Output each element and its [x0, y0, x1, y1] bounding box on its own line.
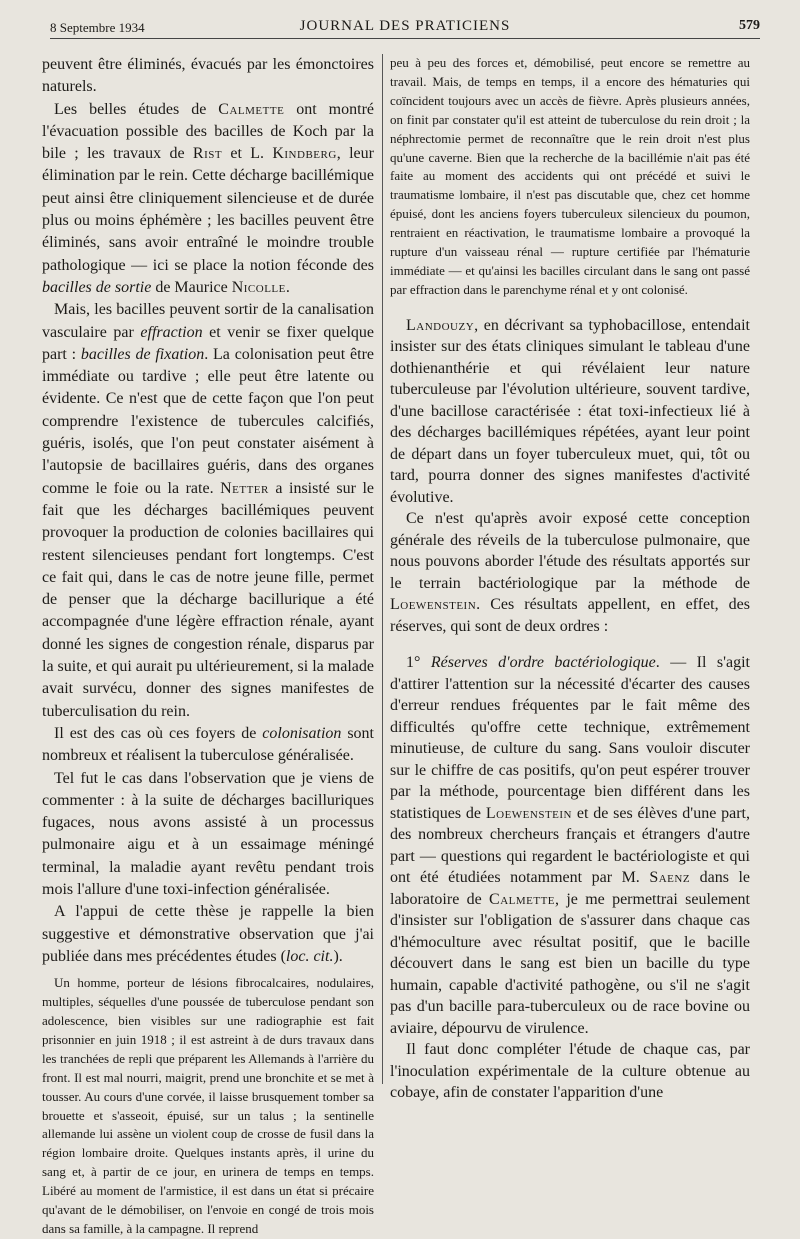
right-paragraph-5: Il faut donc compléter l'étude de chaque cas, par l'inoculation expérimentale de la culture obtenue au cobaye, afin de constater l'apparition d'une	[390, 1041, 750, 1102]
author-landouzy: Landouzy	[406, 316, 475, 334]
journal-title: JOURNAL DES PRATICIENS	[299, 18, 511, 34]
author-saenz: Saenz	[649, 869, 691, 887]
right-column	[390, 54, 750, 1104]
right-paragraph-3: Ce n'est qu'après avoir exposé cette conception générale des réveils de la tuberculose pulmonaire, que nous pouvons aborder l'étude des résultats apportés sur le terrain bactériologique par la méthode de Loewenstein. Ces résultats appellent, en effet, des réserves, qui sont de deux ordres :	[390, 510, 750, 635]
column-divider	[382, 54, 383, 1084]
header-date: 8 Septembre 1934	[50, 20, 145, 35]
right-paragraph-2: Landouzy, en décrivant sa typhobacillose, entendait insister sur des états cliniques simulant le tableau d'une dothienanthérie et qui révélaient leur nature tuberculeuse par l'évolution ultérieure, souvent tardive, d'une bacillose caractérisée : état toxi-infectieux lié à des décharges bacillémiques répétées, ayant leur point de départ dans un foyer tuberculeux muet, qui, tôt ou tard, pourra donner des signes manifestes d'activité évolutive.	[390, 316, 750, 506]
left-paragraph-4: Il est des cas où ces foyers de colonisation sont nombreux et réalisent la tuberculose généralisée.	[42, 724, 374, 765]
section-heading: Réserves d'ordre bactériologique	[430, 654, 656, 672]
case-observation-paragraph: Un homme, porteur de lésions fibrocalcaires, nodulaires, multiples, séquelles d'une poussée de tuberculose pendant son adolescence, bien visibles sur une radiographie est fait prisonnier en juin 1918 ; il est astreint à de durs travaux dans les tranchées de repli que préparent les Allemands à l'arrière du front. Il est mal nourri, maigrit, prend une bronchite et se met à tousser. Au cours d'une corvée, il laisse brusquement tomber sa brouette et s'asseoit, épuisé, sur un talus ; la sentinelle allemande lui assène un violent coup de crosse de fusil dans la région lombaire droite. Quelques instants après, il urine du sang et, à partir de ce jour, en urinera de temps en temps. Libéré au moment de l'armistice, il est dans un état si précaire qu'avant de le démobiliser, on l'envoie en congé de trois mois dans sa famille, à la campagne. Il reprend	[42, 975, 374, 1236]
left-paragraph-5: Tel fut le cas dans l'observation que je viens de commenter : à la suite de décharges bacilluriques fugaces, nous avons assisté à un processus pulmonaire aigu et à un essaimage méningé terminal, la maladie ayant revêtu pendant trois mois l'allure d'une toxi-infection généralisée.	[42, 769, 374, 898]
author-loewenstein: Loewenstein	[390, 596, 477, 614]
author-rist: Rist	[192, 145, 223, 163]
left-column	[42, 54, 374, 1239]
author-nicolle: Nicolle	[231, 278, 286, 296]
left-paragraph-2: Les belles études de Calmette ont montré l'évacuation possible des bacilles de Koch par la bile ; les travaux de Rist et L. Kindberg, leur élimination par le rein. Cette décharge bacillémique peut ainsi être cliniquement silencieuse et de durée plus ou moins éphémère ; les bacilles peuvent être éliminés, sans avoir entraîné le moindre trouble pathologique — ici se place la notion féconde des bacilles de sortie de Maurice Nicolle.	[42, 100, 375, 296]
left-paragraph-6: A l'appui de cette thèse je rappelle la bien suggestive et démonstrative observation que j'ai publiée dans mes précédentes études (loc. cit.).	[42, 903, 374, 965]
left-paragraph-3: Mais, les bacilles peuvent sortir de la canalisation vasculaire par effraction et venir se fixer quelque part : bacilles de fixation. La colonisation peut être immédiate ou tardive ; elle peut être latente ou évidente. Ce n'est que de cette façon que l'on peut comprendre l'existence de tubercules calcifiés, guéris, isolés, que l'on peut constater aisément à l'autopsie de bacillaires guéris, dans des organes comme le foie ou la rate. Netter a insisté sur le fait que les décharges bacillémiques peuvent provoquer la production de colonies bacillaires qui restent silencieuses pendant fort longtemps. C'est ce fait qui, dans le cas de notre jeune fille, permet de penser que la décharge bacillurique a été accompagnée d'une légère effraction rénale, ayant donné les signes de congestion rénale, disparus par la suite, et qui aurait pu ultérieurement, si la malade avait survécu, donner des signes manifestes de tuberculisation du rein.	[42, 301, 375, 720]
left-paragraph-1: peuvent être éliminés, évacués par les émonctoires naturels.	[42, 56, 374, 96]
author-kindberg: Kindberg	[272, 145, 337, 163]
author-calmette: Calmette	[218, 100, 285, 118]
right-paragraph-4: 1° Réserves d'ordre bactériologique. — Il s'agit d'attirer l'attention sur la nécessité d'écarter des causes d'erreur rendues fréquentes par le fait même des difficultés qu'offre cette technique, extrêmement minutieuse, de culture du sang. Sans vouloir discuter sur le chiffre de cas positifs, qu'on peut espérer trouver par la méthode, pourcentage bien différent dans les statistiques de Loewenstein et de ses élèves d'une part, des nombreux chercheurs français et étrangers d'autre part — questions qui regardent le bactériologiste et qui ont été étudiées notamment par M. Saenz dans le laboratoire de Calmette, je me permettrai seulement d'insister sur l'obligation de s'assurer dans chaque cas d'hémoculture avec résultat positif, que le bacille découvert dans le sang est bien un bacille du type humain, capable d'activité pathogène, ou s'il ne s'agit pas d'un bacille para-tuberculeux ou de race bovine ou aviaire, dépourvu de virulence.	[390, 654, 751, 1037]
right-paragraph-1: peu à peu des forces et, démobilisé, peut encore se remettre au travail. Mais, de temps en temps, il a encore des hématuries qui coïncident toujours avec un accès de fièvre. Après plusieurs années, on finit par constater qu'il est atteint de tuberculose du rein droit ; la néphrectomie permet de reconnaître que le rein droit n'est plus qu'une caverne. Bien que la recherche de la bacillémie n'ait pas été faite au moment des accidents qui ont précédé et suivi le traumatisme lombaire, il n'est pas discutable que, chez cet homme épuisé, dont les anciens foyers tuberculeux silencieux du poumon, rentraient en réactivation, le traumatisme lombaire a provoqué la rupture d'un vaisseau rénal — rupture certifiée par l'hématurie immédiate — et qu'ainsi les bacilles circulant dans le sang ont passé par effraction dans le parenchyme rénal et y ont colonisé.	[390, 55, 750, 297]
page-number: 579	[739, 18, 760, 33]
author-netter: Netter	[220, 479, 269, 497]
page-header	[50, 16, 760, 39]
